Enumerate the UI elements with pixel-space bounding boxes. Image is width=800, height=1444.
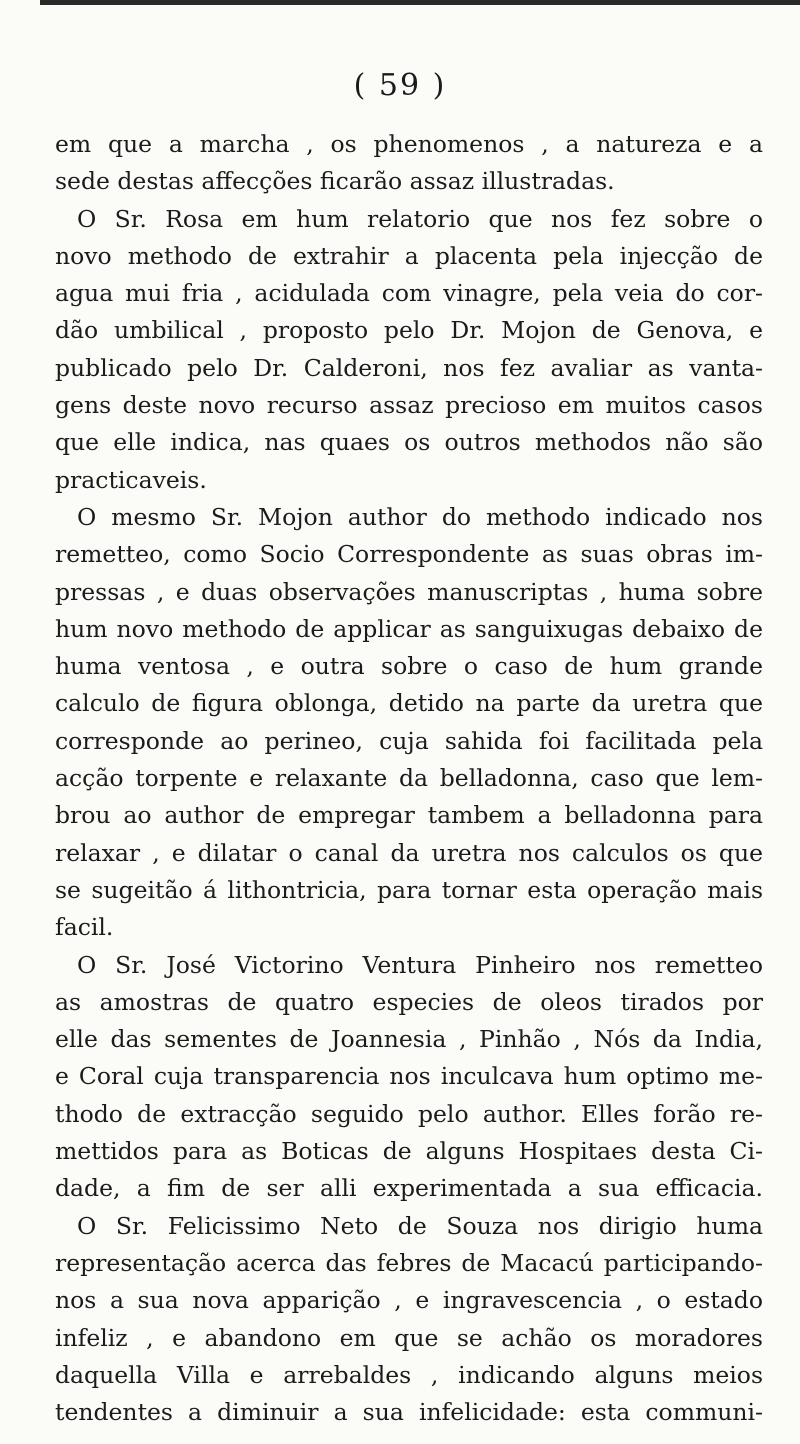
text-line: O Sr. José Victorino Ventura Pinheiro nos remetteo <box>77 950 763 979</box>
text-line: brou ao author de empregar tambem a belladonna para <box>55 801 763 830</box>
text-line: dade, a fim de ser alli experimentada a sua efficacia. <box>55 1174 763 1203</box>
text-line: thodo de extracção seguido pelo author. Elles forão re- <box>55 1099 763 1128</box>
page-top-border <box>40 0 800 5</box>
text-line: relaxar , e dilatar o canal da uretra nos calculos os que <box>55 838 763 867</box>
text-line: se sugeitão á lithontricia, para tornar esta operação mais <box>55 875 763 904</box>
text-line: em que a marcha , os phenomenos , a natureza e a <box>55 130 763 158</box>
text-line: corresponde ao perineo, cuja sahida foi facilitada pela <box>55 726 763 755</box>
text-line: que elle indica, nas quaes os outros methodos não são <box>55 428 763 457</box>
text-line: acção torpente e relaxante da belladonna, caso que lem- <box>55 764 763 793</box>
text-line: tendentes a diminuir a sua infelicidade: esta communi- <box>55 1398 763 1427</box>
text-line: sede destas affecções ficarão assaz illustradas. <box>55 167 615 196</box>
text-line: as amostras de quatro especies de oleos tirados por <box>55 987 763 1016</box>
text-line: mettidos para as Boticas de alguns Hospitaes desta Ci- <box>55 1137 763 1166</box>
text-line: remetteo, como Socio Correspondente as suas obras im- <box>55 540 763 569</box>
text-line: agua mui fria , acidulada com vinagre, pela veia do cor- <box>55 279 763 308</box>
page-number: ( 59 ) <box>353 68 447 103</box>
text-line: dão umbilical , proposto pelo Dr. Mojon de Genova, e <box>55 316 763 345</box>
text-line: O Sr. Rosa em hum relatorio que nos fez sobre o <box>77 204 763 233</box>
text-line: huma ventosa , e outra sobre o caso de hum grande <box>55 652 763 681</box>
text-line: hum novo methodo de applicar as sanguixugas debaixo de <box>55 614 763 643</box>
text-line: infeliz , e abandono em que se achão os moradores <box>55 1323 763 1352</box>
text-line: gens deste novo recurso assaz precioso em muitos casos <box>55 391 763 420</box>
text-line: novo methodo de extrahir a placenta pela injecção de <box>55 241 763 270</box>
body-text <box>55 126 763 1431</box>
text-line: publicado pelo Dr. Calderoni, nos fez avaliar as vanta- <box>55 353 763 382</box>
text-line: representação acerca das febres de Macacú participando- <box>55 1248 763 1277</box>
text-line: nos a sua nova apparição , e ingravescencia , o estado <box>55 1286 763 1315</box>
text-line: pressas , e duas observações manuscriptas , huma sobre <box>55 577 763 606</box>
text-line: O mesmo Sr. Mojon author do methodo indicado nos <box>77 502 763 531</box>
text-line: calculo de figura oblonga, detido na parte da uretra que <box>55 689 763 718</box>
text-line: daquella Villa e arrebaldes , indicando alguns meios <box>55 1360 763 1389</box>
text-line: facil. <box>55 913 114 942</box>
text-line: O Sr. Felicissimo Neto de Souza nos dirigio huma <box>77 1211 763 1240</box>
text-line: practicaveis. <box>55 465 207 494</box>
text-line: elle das sementes de Joannesia , Pinhão , Nós da India, <box>55 1025 763 1054</box>
text-line: e Coral cuja transparencia nos inculcava hum optimo me- <box>55 1062 763 1091</box>
